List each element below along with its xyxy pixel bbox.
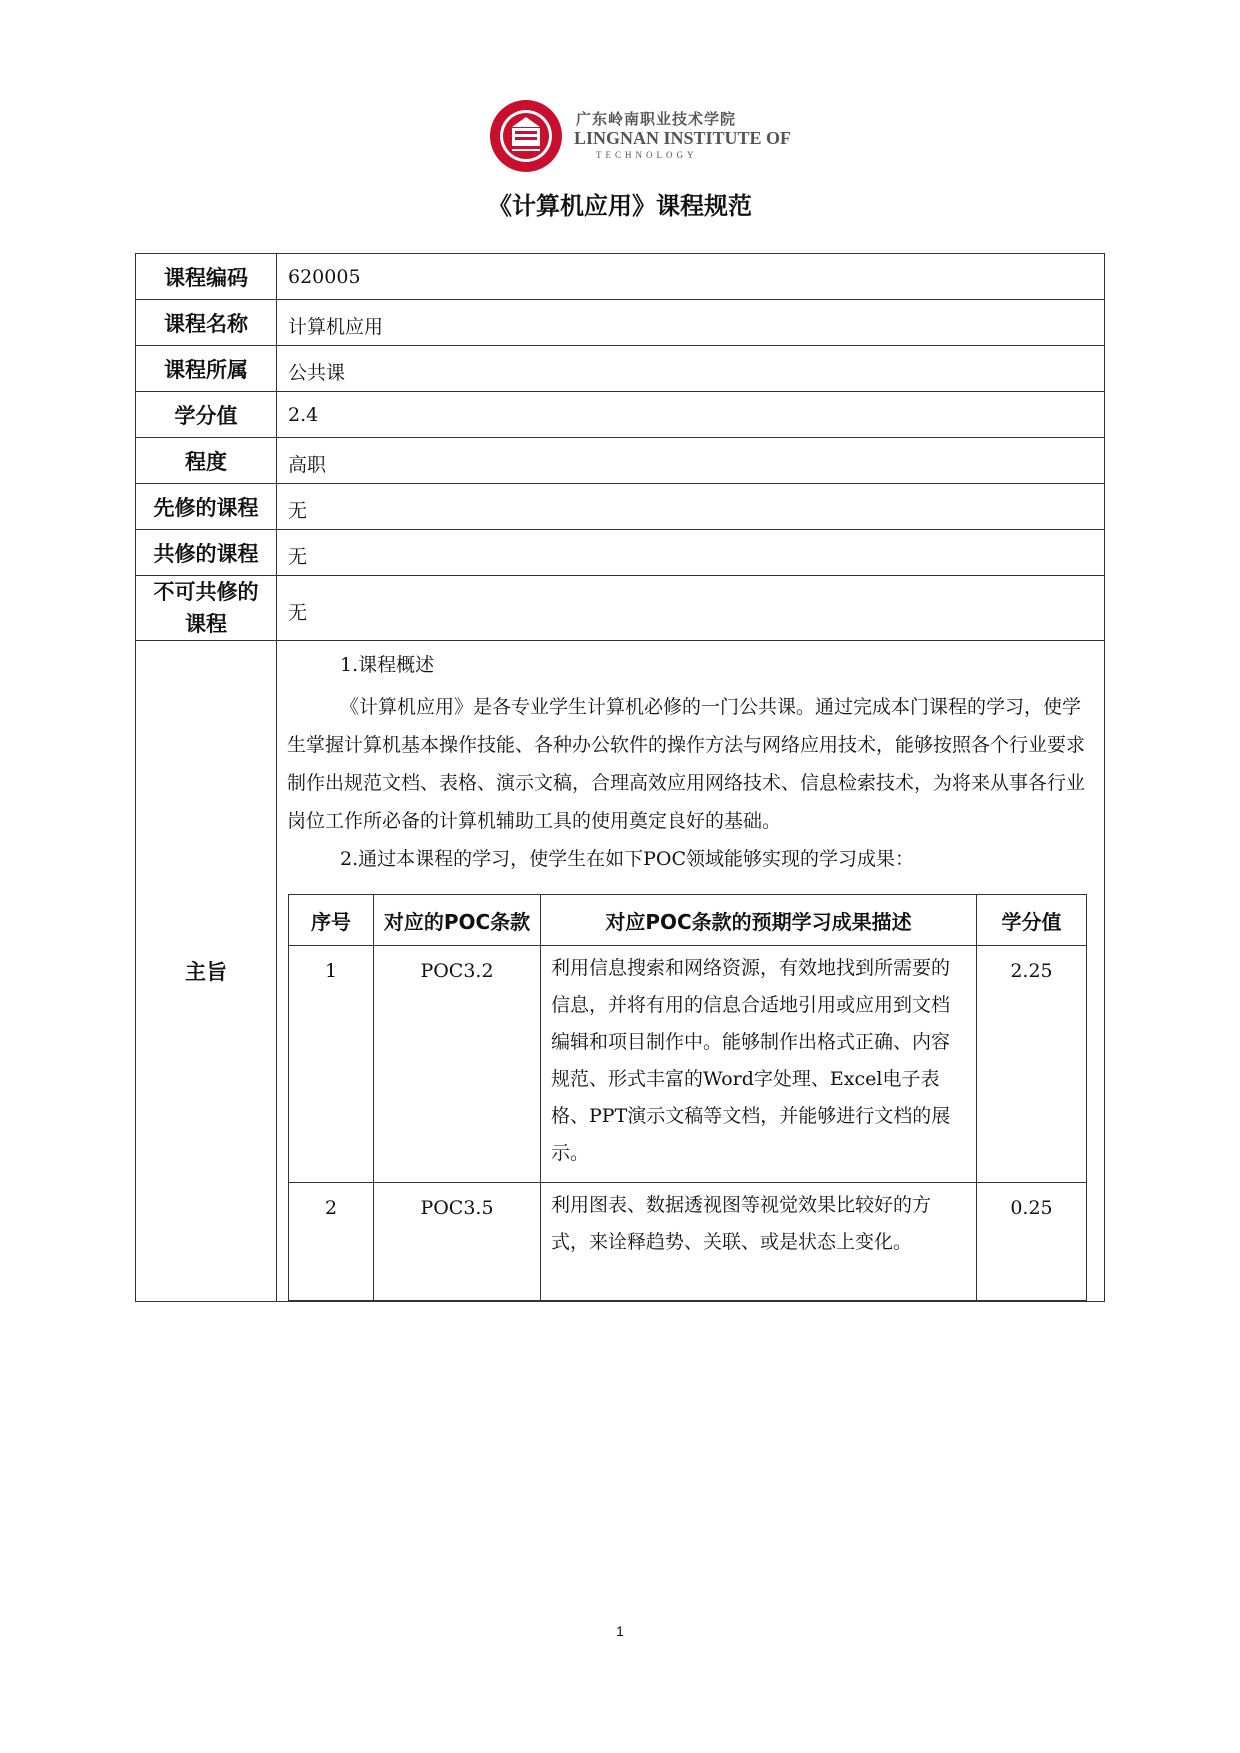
cell-description: 利用信息搜索和网络资源，有效地找到所需要的信息，并将有用的信息合适地引用或应用到文档编辑和项目制作中。能够制作出格式正确、内容规范、形式丰富的Word字处理、Excel电子表格、PPT演示文稿等文档，并能够进行文档的展示。 (541, 946, 977, 1183)
table-row-purpose (136, 641, 1105, 1302)
institute-emblem-icon (488, 98, 564, 174)
institute-name-en-line2: TECHNOLOGY (596, 150, 698, 160)
document-title: 《计算机应用》课程规范 (488, 192, 752, 220)
cell-description: 利用图表、数据透视图等视觉效果比较好的方式，来诠释趋势、关联、或是状态上变化。 (541, 1183, 977, 1301)
course-spec-table (135, 253, 1105, 1302)
row-value: 无 (277, 530, 1105, 576)
row-label-line1: 不可共修的 (153, 580, 259, 604)
outcomes-heading: 2.通过本课程的学习，使学生在如下POC领域能够实现的学习成果： (340, 848, 915, 870)
institute-name-en: LINGNAN INSTITUTE OF (574, 128, 792, 148)
table-row (136, 346, 1105, 392)
overview-heading: 1.课程概述 (340, 654, 435, 676)
poc-outcomes-table (288, 894, 1087, 1301)
row-label: 课程名称 (136, 300, 277, 346)
table-row (289, 1183, 1087, 1301)
row-label: 课程编码 (136, 254, 277, 300)
table-row (136, 254, 1105, 300)
row-value: 无 (277, 484, 1105, 530)
purpose-content (277, 641, 1105, 1302)
cell-poc: POC3.2 (374, 946, 541, 1183)
table-row (136, 484, 1105, 530)
header-description: 对应POC条款的预期学习成果描述 (541, 895, 977, 946)
row-label: 课程所属 (136, 346, 277, 392)
page-number: 1 (616, 1623, 624, 1639)
row-label: 程度 (136, 438, 277, 484)
cell-credit: 2.25 (977, 946, 1087, 1183)
cell-poc: POC3.5 (374, 1183, 541, 1301)
row-value: 计算机应用 (277, 300, 1105, 346)
row-label (136, 576, 277, 641)
row-label: 共修的课程 (136, 530, 277, 576)
cell-no: 2 (289, 1183, 374, 1301)
row-value: 2.4 (277, 392, 1105, 438)
overview-paragraph: 《计算机应用》是各专业学生计算机必修的一门公共课。通过完成本门课程的学习，使学生掌握计算机基本操作技能、各种办公软件的操作方法与网络应用技术，能够按照各个行业要求制作出规范文档、表格、演示文稿，合理高效应用网络技术、信息检索技术，为将来从事各行业岗位工作所必备的计算机辅助工具的使用奠定良好的基础。 (287, 696, 1086, 832)
table-row (136, 530, 1105, 576)
institute-name-cn: 广东岭南职业技术学院 (576, 110, 737, 128)
table-row (136, 438, 1105, 484)
row-value: 无 (277, 576, 1105, 641)
table-row (289, 946, 1087, 1183)
table-row (136, 300, 1105, 346)
row-value: 高职 (277, 438, 1105, 484)
poc-table-header (289, 895, 1087, 946)
institute-logo (488, 98, 792, 172)
row-label: 先修的课程 (136, 484, 277, 530)
row-label-line2: 课程 (185, 612, 227, 636)
header-no: 序号 (289, 895, 374, 946)
table-row (136, 392, 1105, 438)
row-value: 公共课 (277, 346, 1105, 392)
header-credit: 学分值 (977, 895, 1087, 946)
cell-credit: 0.25 (977, 1183, 1087, 1301)
purpose-label: 主旨 (136, 641, 277, 1302)
row-label: 学分值 (136, 392, 277, 438)
table-row (136, 576, 1105, 641)
cell-no: 1 (289, 946, 374, 1183)
header-poc: 对应的POC条款 (374, 895, 541, 946)
row-value: 620005 (277, 254, 1105, 300)
